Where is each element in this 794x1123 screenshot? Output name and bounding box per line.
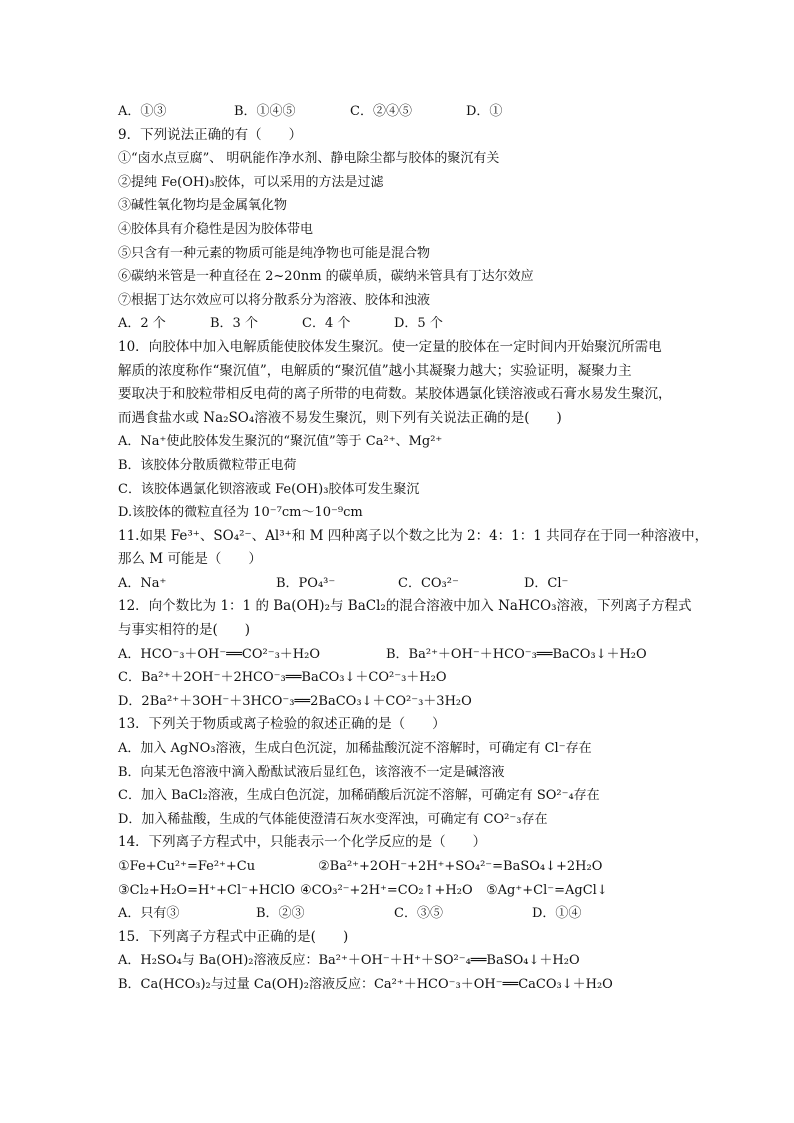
- q8-option-a: A．①③: [118, 104, 167, 119]
- q12-line-1: 12．向个数比为 1：1 的 Ba(OH)₂与 BaCl₂的混合溶液中加入 NaHCO₃溶液，下列离子方程式: [118, 598, 692, 615]
- q10-line-1: 10．向胶体中加入电解质能使胶体发生聚沉。使一定量的胶体在一定时间内开始聚沉所需电: [118, 338, 662, 355]
- q9-item-4: ④胶体具有介稳性是因为胶体带电: [118, 221, 314, 237]
- q15-title: 15．下列离子方程式中正确的是( ): [118, 928, 349, 945]
- q11-option-b: B．PO₄³⁻: [276, 575, 336, 591]
- q14-equations-row-2: [118, 879, 698, 903]
- q14-equation-5: ⑤Ag⁺+Cl⁻=AgCl↓: [486, 882, 608, 898]
- q11-option-a: A．Na⁺: [118, 575, 167, 591]
- q9-item-2: ②提纯 Fe(OH)₃胶体，可以采用的方法是过滤: [118, 174, 384, 190]
- q9-title: 9．下列说法正确的有（ ）: [118, 126, 303, 143]
- q8-option-b: B．①④⑤: [234, 104, 296, 119]
- q8-option-c: C．②④⑤: [350, 104, 412, 119]
- q10-line-3: 要取决于和胶粒带相反电荷的离子所带的电荷数。某胶体遇氯化镁溶液或石膏水易发生聚沉，: [118, 386, 672, 403]
- q14-option-c: C．③⑤: [394, 906, 443, 922]
- q11-line-1: 11.如果 Fe³⁺、SO₄²⁻、Al³⁺和 M 四种离子以个数之比为 2：4：1：1 共同存在于同一种溶液中，: [118, 527, 709, 544]
- q10-line-4: 而遇食盐水或 Na₂SO₄溶液不易发生聚沉，则下列有关说法正确的是( ): [118, 409, 562, 426]
- q10-option-b: B．该胶体分散质微粒带正电荷: [118, 457, 297, 473]
- q14-title: 14．下列离子方程式中，只能表示一个化学反应的是（ ）: [118, 834, 487, 851]
- q13-title: 13．下列关于物质或离子检验的叙述正确的是（ ）: [118, 716, 446, 733]
- q15-option-b: B．Ca(HCO₃)₂与过量 Ca(OH)₂溶液反应：Ca²⁺＋HCO⁻₃＋OH⁻══CaCO₃↓＋H₂O: [118, 976, 613, 992]
- q12-option-a: A．HCO⁻₃＋OH⁻══CO²⁻₃＋H₂O: [118, 646, 321, 662]
- q10-option-d: D.该胶体的微粒直径为 10⁻⁷cm～10⁻⁹cm: [118, 505, 363, 521]
- q14-option-d: D．①④: [532, 906, 582, 922]
- q10-option-c: C．该胶体遇氯化钡溶液或 Fe(OH)₃胶体可发生聚沉: [118, 481, 420, 497]
- q8-option-d: D．①: [466, 104, 503, 119]
- q9-item-5: ⑤只含有一种元素的物质可能是纯净物也可能是混合物: [118, 245, 431, 261]
- q13-option-b: B．向某无色溶液中滴入酚酞试液后显红色，该溶液不一定是碱溶液: [118, 764, 505, 780]
- q14-option-a: A．只有③: [118, 906, 180, 922]
- q11-option-d: D．Cl⁻: [524, 575, 569, 591]
- q15-option-a: A．H₂SO₄与 Ba(OH)₂溶液反应：Ba²⁺＋OH⁻＋H⁺＋SO²⁻₄══BaSO₄↓＋H₂O: [118, 953, 580, 969]
- q12-option-b: B．Ba²⁺＋OH⁻＋HCO⁻₃══BaCO₃↓＋H₂O: [386, 646, 647, 662]
- q14-option-b: B．②③: [256, 906, 305, 922]
- q9-item-1: ①“卤水点豆腐”、 明矾能作净水剂、静电除尘都与胶体的聚沉有关: [118, 151, 500, 167]
- q10-line-2: 解质的浓度称作“聚沉值”，电解质的“聚沉值”越小其凝聚力越大；实验证明，凝聚力主: [118, 362, 632, 379]
- q9-item-3: ③碱性氧化物均是金属氧化物: [118, 198, 288, 214]
- q12-option-c: C．Ba²⁺＋2OH⁻＋2HCO⁻₃══BaCO₃↓＋CO²⁻₃＋H₂O: [118, 670, 447, 686]
- q9-option-a: A．2 个: [118, 316, 166, 332]
- q14-equation-1: ①Fe+Cu²⁺=Fe²⁺+Cu: [118, 859, 256, 874]
- q12-line-2: 与事实相符的是( ): [118, 622, 251, 639]
- q9-item-7: ⑦根据丁达尔效应可以将分散系分为溶液、胶体和浊液: [118, 292, 431, 308]
- q14-options: [118, 902, 698, 926]
- q9-option-d: D．5 个: [394, 316, 443, 332]
- q12-option-d: D．2Ba²⁺＋3OH⁻＋3HCO⁻₃══2BaCO₃↓＋CO²⁻₃＋3H₂O: [118, 693, 472, 709]
- q14-equation-2: ②Ba²⁺+2OH⁻+2H⁺+SO₄²⁻=BaSO₄↓+2H₂O: [318, 859, 603, 874]
- q11-options: [118, 572, 698, 596]
- q9-item-6: ⑥碳纳米管是一种直径在 2~20nm 的碳单质，碳纳米管具有丁达尔效应: [118, 269, 534, 285]
- q9-option-b: B．3 个: [210, 316, 258, 332]
- q13-option-a: A．加入 AgNO₃溶液，生成白色沉淀，加稀盐酸沉淀不溶解时，可确定有 Cl⁻存在: [118, 741, 592, 757]
- q13-option-c: C．加入 BaCl₂溶液，生成白色沉淀，加稀硝酸后沉淀不溶解，可确定有 SO²⁻₄存在: [118, 788, 600, 804]
- q12-options-ab: [118, 643, 698, 667]
- q14-equations-row-1: [118, 855, 698, 879]
- q8-options: [118, 100, 698, 124]
- q11-option-c: C．CO₃²⁻: [398, 575, 459, 591]
- q11-line-2: 那么 M 可能是（ ）: [118, 551, 262, 568]
- q13-option-d: D．加入稀盐酸，生成的气体能使澄清石灰水变浑浊，可确定有 CO²⁻₃存在: [118, 811, 548, 827]
- q14-equation-3: ③Cl₂+H₂O=H⁺+Cl⁻+HClO: [118, 882, 296, 898]
- q9-option-c: C．4 个: [302, 316, 351, 332]
- question-content: [118, 100, 709, 997]
- q10-option-a: A．Na⁺使此胶体发生聚沉的“聚沉值”等于 Ca²⁺、Mg²⁺: [118, 434, 443, 450]
- q14-equation-4: ④CO₃²⁻+2H⁺=CO₂↑+H₂O: [300, 882, 473, 898]
- q9-options: [118, 312, 698, 336]
